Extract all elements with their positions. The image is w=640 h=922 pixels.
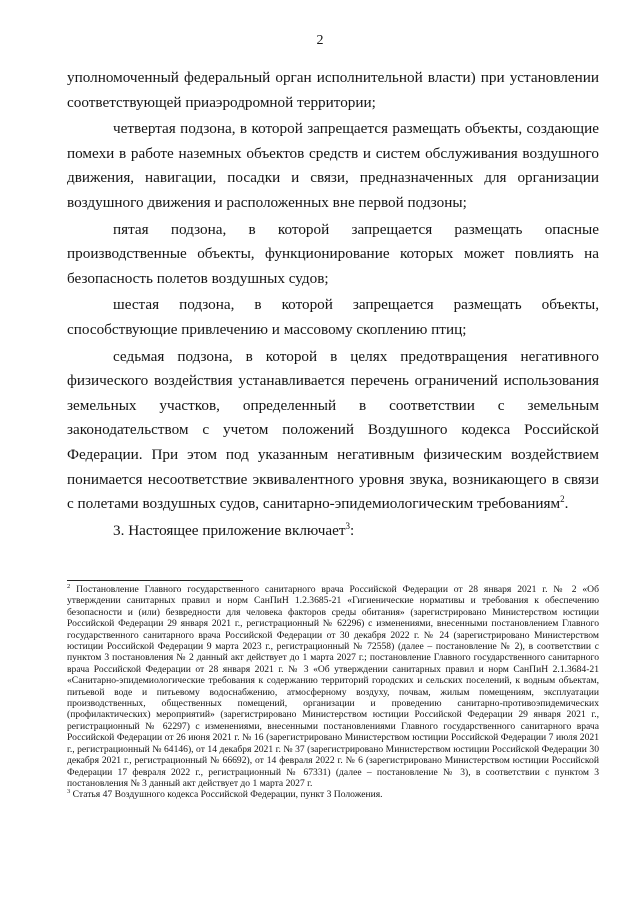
paragraph: уполномоченный федеральный орган исполнительной власти) при установлении соответствующей приаэродромной территории; xyxy=(67,69,599,111)
paragraph: 3. Настоящее приложение включает$^3$: xyxy=(113,520,355,539)
footnote: $^3$ Статья 47 Воздушного кодекса Российской Федерации, пункт 3 Положения. xyxy=(67,788,383,801)
body-text xyxy=(67,66,599,543)
footnote: $^2$ Постановление Главного государственного санитарного врача Российской Федерации от 28 января 2021 г. № 2 «Об утверждении санитарных правил и норм СанПиН 1.2.3685-21 «Гигиенические нормативы и требования к обеспечению безопасности и (или) безвредности для человека факторов среды обитания» (зарегистрировано Министерством юстиции Российской Федерации 29 января 2021 г., регистрационный № 62296) с изменениями, внесенными постановлением Главного государственного санитарного врача Российской Федерации от 30 декабря 2022 г. № 24 (зарегистрировано Министерством юстиции Российской Федерации 9 марта 2023 г., регистрационный № 72558) (далее – постановление № 2), в соответствии с пунктом 3 постановления № 2 данный акт действует до 1 марта 2027 г.; постановление Главного государственного санитарного врача Российской Федерации от 28 января 2021 г. № 3 «Об утверждении санитарных правил и норм СанПиН 2.1.3684-21 «Санитарно-эпидемиологические требования к содержанию территорий городских и сельских поселений, к водным объектам, питьевой воде и питьевому водоснабжению, атмосферному воздуху, почвам, жилым помещениям, эксплуатации производственных, общественных помещений, организации и проведению санитарно-противоэпидемических (профилактических) мероприятий» (зарегистрировано Министерством юстиции Российской Федерации 29 января 2021 г., регистрационный № 62297) с изменениями, внесенными постановлениями Главного государственного санитарного врача Российской Федерации от 26 июня 2021 г. № 16 (зарегистрировано Министерством юстиции Российской Федерации 7 июля 2021 г., регистрационный № 64146), от 14 декабря 2021 г. № 37 (зарегистрировано Министерством юстиции Российской Федерации 30 декабря 2021 г., регистрационный № 66692), от 14 февраля 2022 г. № 6 (зарегистрировано Министерством юстиции Российской Федерации 17 февраля 2022 г., регистрационный № 67331) (далее – постановление № 3), в соответствии с пунктом 3 постановления № 3 данный акт действует до 1 марта 2027 г. xyxy=(67,582,599,789)
paragraph: седьмая подзона, в которой в целях предотвращения негативного физического воздействия устанавливается перечень ограничений использования земельных участков, определенный в соответствии с земельным законодательством с учетом положений Воздушного кодекса Российской Федерации. При этом под указанным негативным физическим воздействием понимается несоответствие эквивалентного уровня звука, возникающего в связи с полетами воздушных судов, санитарно-эпидемиологическим требованиям$^2$. xyxy=(67,347,599,513)
paragraph: шестая подзона, в которой запрещается размещать объекты, способствующие привлечению и массовому скоплению птиц; xyxy=(67,296,599,338)
footnote-mark: 2 xyxy=(67,582,71,590)
footnote-ref[interactable]: 3 xyxy=(345,520,350,531)
footnote-divider xyxy=(67,580,243,581)
footnote-mark: 3 xyxy=(67,788,71,796)
footnotes xyxy=(67,584,599,801)
paragraph: пятая подзона, в которой запрещается размещать опасные производственные объекты, функционирование которых может повлиять на безопасность полетов воздушных судов; xyxy=(67,220,599,287)
page-number: 2 xyxy=(316,33,324,48)
paragraph: четвертая подзона, в которой запрещается размещать объекты, создающие помехи в работе наземных объектов средств и систем обслуживания воздушного движения, навигации, посадки и связи, предназначенных для организации воздушного движения и расположенных вне первой подзоны; xyxy=(67,120,599,211)
footnote-ref[interactable]: 2 xyxy=(560,494,565,505)
